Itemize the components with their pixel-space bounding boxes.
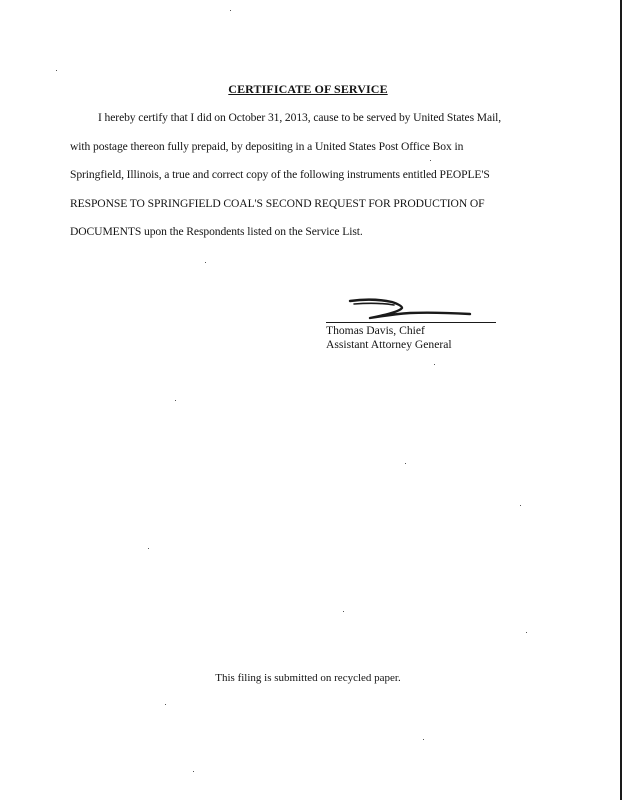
- scan-speck: [165, 704, 166, 705]
- signer-name: Thomas Davis, Chief: [326, 324, 425, 337]
- body-line-3: Springfield, Illinois, a true and correct copy of the following instruments entitled PEOPLE'S: [70, 168, 490, 181]
- scan-speck: [430, 160, 431, 161]
- recycled-paper-note: This filing is submitted on recycled paper.: [215, 672, 401, 684]
- scan-speck: [434, 364, 435, 365]
- scan-speck: [230, 10, 231, 11]
- signer-title: Assistant Attorney General: [326, 338, 452, 351]
- handwritten-signature: [344, 292, 474, 322]
- scan-speck: [56, 70, 57, 71]
- scan-speck: [175, 400, 176, 401]
- certificate-title: CERTIFICATE OF SERVICE: [228, 82, 388, 96]
- scan-speck: [148, 548, 149, 549]
- scan-speck: [193, 771, 194, 772]
- body-line-5: DOCUMENTS upon the Respondents listed on the Service List.: [70, 225, 363, 238]
- scan-speck: [405, 463, 406, 464]
- scan-speck: [205, 262, 206, 263]
- body-line-1: I hereby certify that I did on October 31, 2013, cause to be served by United States Mail,: [98, 111, 502, 124]
- scan-speck: [343, 611, 344, 612]
- scan-edge: [620, 0, 622, 800]
- scan-speck: [520, 505, 521, 506]
- signature-line: [326, 322, 496, 323]
- body-line-4: RESPONSE TO SPRINGFIELD COAL'S SECOND REQUEST FOR PRODUCTION OF: [70, 197, 485, 210]
- scan-speck: [423, 739, 424, 740]
- body-line-2: with postage thereon fully prepaid, by depositing in a United States Post Office Box in: [70, 140, 464, 153]
- scan-speck: [526, 632, 527, 633]
